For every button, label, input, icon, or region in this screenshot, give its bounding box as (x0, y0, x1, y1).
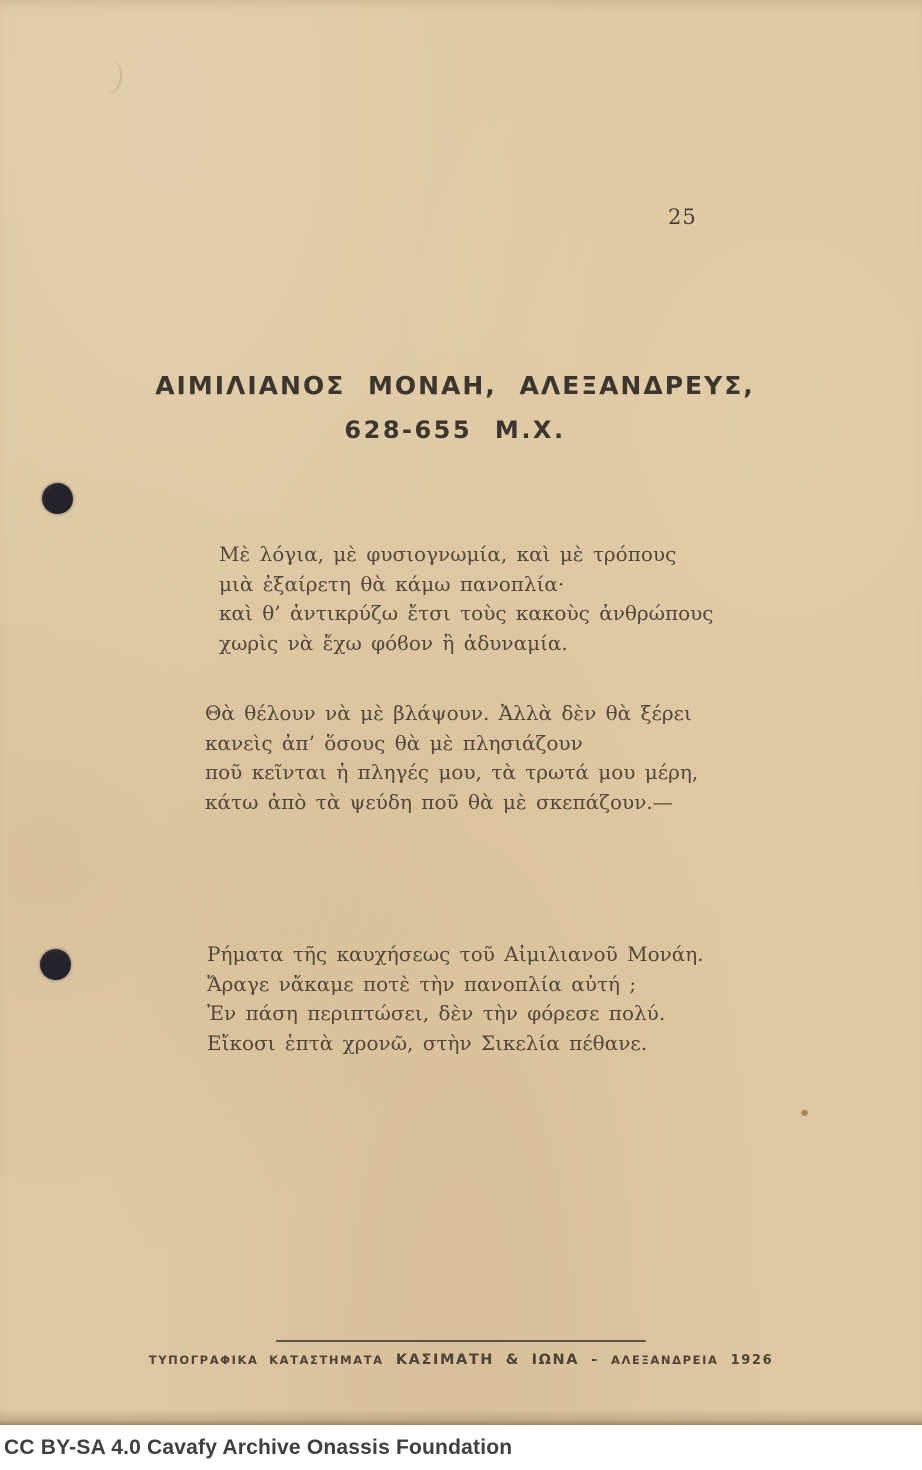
poem-line: Μὲ λόγια, μὲ φυσιογνωμία, καὶ μὲ τρόπους (219, 542, 677, 566)
poem-line: ποῦ κεῖνται ἡ πληγές μου, τὰ τρωτά μου μέρη, (205, 760, 699, 784)
page-number: 25 (668, 205, 697, 229)
poem-title-dates: 628-655 Μ.Χ. (344, 416, 566, 444)
printer-prefix: ΤΥΠΟΓΡΑΦΙΚΑ ΚΑΤΑΣΤΗΜΑΤΑ (148, 1353, 384, 1367)
poem-line: Ἄραγε νἄκαμε ποτὲ τὴν πανοπλία αὐτή ; (207, 971, 637, 996)
poem-line: κάτω ἀπὸ τὰ ψεύδη ποῦ θὰ μὲ σκεπάζουν.— (205, 789, 673, 814)
poem-line: Ρήματα τῆς καυχήσεως τοῦ Αἰμιλιανοῦ Μονάη. (207, 942, 704, 966)
poem-stanza-1 (219, 540, 714, 658)
poem-line: κανεὶς ἀπ’ ὅσους θὰ μὲ πλησιάζουν (205, 730, 583, 755)
hole-punch-dot-bottom (35, 944, 76, 985)
poem-title: ΑΙΜΙΛΙΑΝΟΣ ΜΟΝΑΗ, ΑΛΕΞΑΝΔΡΕΥΣ, (155, 371, 755, 400)
printer-city: ΑΛΕΞΑΝΔΡΕΙΑ (611, 1353, 719, 1367)
poem-line: Εἴκοσι ἑπτὰ χρονῶ, στὴν Σικελία πέθανε. (207, 1030, 648, 1055)
imprint-year: 1926 (730, 1353, 774, 1368)
paper-speck (801, 1110, 808, 1116)
printer-imprint (0, 1340, 922, 1368)
poem-line: χωρὶς νὰ ἔχω φόϐον ἢ ἀδυναμία. (219, 630, 568, 655)
printer-name: ΚΑΣΙΜΑΤΗ & ΙΩΝΑ (395, 1352, 580, 1368)
poem-stanza-3 (207, 940, 704, 1058)
footer-divider-rule (276, 1340, 646, 1342)
hole-punch-dot-top (42, 483, 73, 514)
printer-imprint-text (0, 1349, 922, 1368)
imprint-separator: - (591, 1352, 599, 1368)
poem-line: καὶ θ’ ἀντικρύζω ἔτσι τοὺς κακοὺς ἀνθρώπους (219, 601, 714, 625)
poem-line: Θὰ θέλουν νὰ μὲ βλάψουν. Ἀλλὰ δὲν θὰ ξέρει (205, 701, 692, 725)
paper-smudge-mark (91, 57, 125, 96)
poem-title-block (0, 371, 910, 444)
poem-stanza-2 (205, 699, 698, 817)
license-text: CC BY-SA 4.0 Cavafy Archive Onassis Foundation (4, 1435, 513, 1459)
poem-line: μιὰ ἐξαίρετη θὰ κάμω πανοπλία· (219, 571, 565, 596)
poem-line: Ἐν πάση περιπτώσει, δὲν τὴν φόρεσε πολύ. (207, 1001, 666, 1025)
license-bar (0, 1425, 922, 1470)
